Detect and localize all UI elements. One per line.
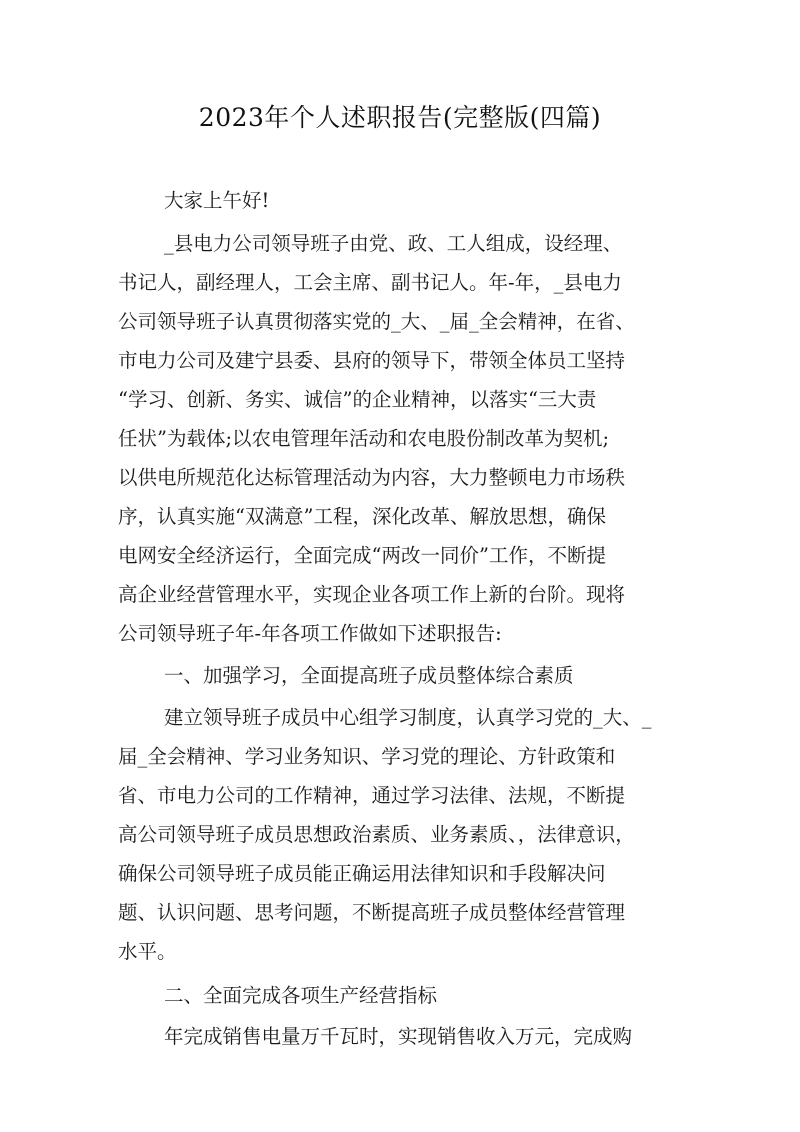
paragraph-line: 建立领导班子成员中心组学习制度，认真学习党的_大、_ (164, 706, 652, 729)
paragraph-line: 市电力公司及建宁县委、县府的领导下，带领全体员工坚持 (118, 349, 626, 372)
paragraph-line: 书记人，副经理人，工会主席、副书记人。年-年，_县电力 (118, 271, 622, 294)
paragraph-line: 任状”为载体;以农电管理年活动和农电股份制改革为契机; (118, 427, 610, 450)
paragraph-line: 水平。 (118, 940, 177, 963)
section-heading-2: 二、全面完成各项生产经营指标 (164, 984, 438, 1007)
paragraph-line: 高企业经营管理水平，实现企业各项工作上新的台阶。现将 (118, 583, 626, 606)
paragraph-line: 高公司领导班子成员思想政治素质、业务素质、，法律意识， (118, 823, 635, 846)
paragraph-line: 公司领导班子年-年各项工作做如下述职报告: (118, 622, 502, 645)
paragraph-line: 序，认真实施“双满意”工程，深化改革、解放思想，确保 (118, 505, 606, 528)
paragraph-line: “学习、创新、务实、诚信”的企业精神，以落实“三大责 (118, 388, 597, 411)
paragraph-line: 以供电所规范化达标管理活动为内容，大力整顿电力市场秩 (118, 466, 626, 489)
paragraph-line: _县电力公司领导班子由党、政、工人组成，设经理、 (164, 232, 623, 255)
paragraph-line: 题、认识问题、思考问题，不断提高班子成员整体经营管理 (118, 901, 626, 924)
paragraph-line: 省、市电力公司的工作精神，通过学习法律、法规，不断提 (118, 784, 626, 807)
paragraph-line: 确保公司领导班子成员能正确运用法律知识和手段解决问 (118, 862, 606, 885)
paragraph-line: 电网安全经济运行，全面完成“两改一同价”工作，不断提 (118, 544, 606, 567)
document-title: 2023年个人述职报告(完整版(四篇) (198, 103, 602, 132)
section-heading-1: 一、加强学习，全面提高班子成员整体综合素质 (164, 664, 574, 687)
paragraph-line: 年完成销售电量万千瓦时，实现销售收入万元，完成购 (164, 1025, 633, 1048)
paragraph-line: 届_全会精神、学习业务知识、学习党的理论、方针政策和 (118, 745, 616, 768)
paragraph-line: 公司领导班子认真贯彻落实党的_大、_届_全会精神，在省、 (118, 310, 635, 333)
greeting-line: 大家上午好! (164, 189, 270, 212)
